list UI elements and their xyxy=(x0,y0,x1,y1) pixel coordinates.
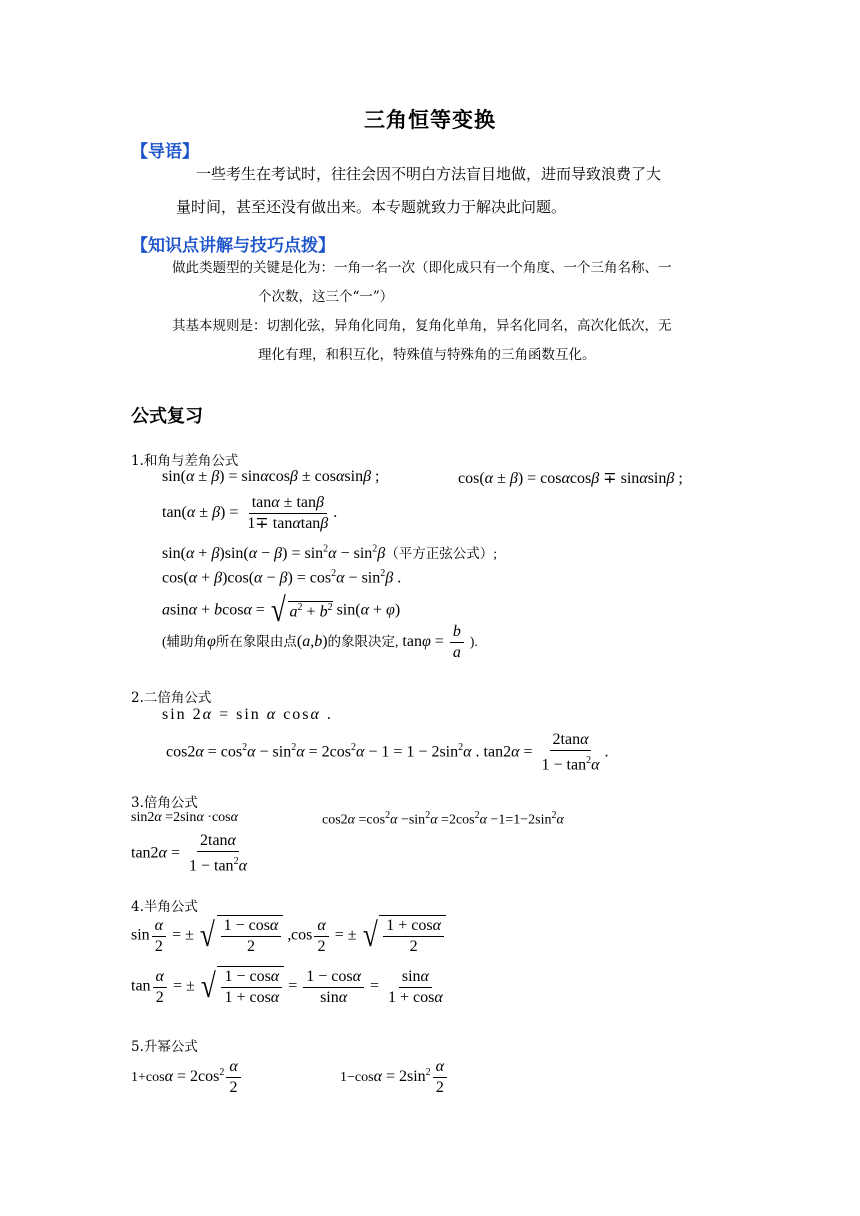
section-5-title: 5.升幂公式 xyxy=(131,1039,198,1055)
formula-aux-note: (辅助角φ所在象限由点(a,b)的象限决定, tanφ = $\frac{b}{a}$ ). xyxy=(162,623,478,661)
formula-sin-double: sin 2α = sin α cosα . xyxy=(162,706,333,723)
formula-sin2a: sin2α =2sinα ·cosα xyxy=(131,810,238,825)
knowledge-line-2: 个次数，这三个“一”） xyxy=(258,289,394,305)
page-title: 三角恒等变换 xyxy=(364,107,496,132)
knowledge-heading: 【知识点讲解与技巧点拨】 xyxy=(131,236,335,256)
formula-cos-sum: cos(α ± β) = cosαcosβ ∓ sinαsinβ ; xyxy=(458,470,683,487)
intro-line-1: 一些考生在考试时，往往会因不明白方法盲目地做，进而导致浪费了大 xyxy=(196,165,662,183)
knowledge-line-1: 做此类题型的关键是化为：一角一名一次（即化成只有一个角度、一个三角名称、一 xyxy=(172,260,672,276)
formula-tan2a: tan2α = $\frac{2\tan\alpha}{1 - \tan^2\alpha}$ xyxy=(131,832,247,875)
formula-square-cosine: $\cos(\alpha + \beta)\cos(\alpha - \beta) = \cos^2\alpha - \sin^2\beta$ . xyxy=(162,568,402,587)
formula-half-cos: cos $\frac{\alpha}{2}$ = ± √ $\frac{1 + \cos\alpha}{2}$ xyxy=(291,915,446,957)
formula-half-tan: tan $\frac{\alpha}{2}$ = ± √ $\frac{1 - \cos\alpha}{1 + \cos\alpha}$ = $\frac{1 - \cos\alpha}{\sin\alpha}$ = $\frac{\sin\alpha}{1 + \cos\alpha}$ xyxy=(131,967,443,1006)
section-4-title: 4.半角公式 xyxy=(131,899,198,915)
section-1-title: 1.和角与差角公式 xyxy=(131,453,239,469)
intro-line-2: 量时间，甚至还没有做出来。本专题就致力于解决此问题。 xyxy=(176,198,567,216)
knowledge-line-4: 理化有理，和积互化，特殊值与特殊角的三角函数互化。 xyxy=(258,347,596,363)
formula-double-angle: $\cos 2\alpha = \cos^2\alpha - \sin^2\alpha = 2\cos^2\alpha - 1 = 1 - 2\sin^2\alpha$ . tan2α = $\frac{2\tan\alpha}{1 - \tan^2\alpha}$ . xyxy=(166,731,609,774)
formula-raise-cos: $1+\cos\alpha = 2\cos^2$ $\frac{\alpha}{2}$ xyxy=(131,1057,243,1098)
section-2-title: 2.二倍角公式 xyxy=(131,690,212,706)
knowledge-line-3: 其基本规则是：切割化弦，异角化同角，复角化单角，异名化同名，高次化低次，无 xyxy=(172,318,672,334)
formula-raise-sin: $1-\cos\alpha = 2\sin^2$ $\frac{\alpha}{2}$ xyxy=(340,1057,449,1098)
formula-half-sin: sin $\frac{\alpha}{2}$ = ± √ $\frac{1 - \cos\alpha}{2}$ , xyxy=(131,916,292,955)
formula-tan-sum: tan(α ± β) = $\frac{\tan\alpha \pm \tan\beta}{1\mp \tan\alpha\tan\beta}$ . xyxy=(162,494,338,532)
formula-square-sine: $\sin(\alpha + \beta)\sin(\alpha - \beta) = \sin^2\alpha - \sin^2\beta$（平方正弦公式）; xyxy=(162,543,498,562)
formula-sin-sum: sin(α ± β) = sinαcosβ ± cosαsinβ ; xyxy=(162,468,380,485)
section-3-title: 3.倍角公式 xyxy=(131,795,198,811)
intro-heading: 【导语】 xyxy=(131,142,199,162)
formula-cos2a: $\cos 2\alpha =\cos^2\alpha -\sin^2\alpha =2\cos^2\alpha -1=1-2\sin^2\alpha$ xyxy=(322,810,564,828)
formula-auxiliary: asinα + bcosα = √ $a^2 + b^2$ sin(α + φ) xyxy=(162,592,401,629)
review-heading: 公式复习 xyxy=(131,406,203,427)
